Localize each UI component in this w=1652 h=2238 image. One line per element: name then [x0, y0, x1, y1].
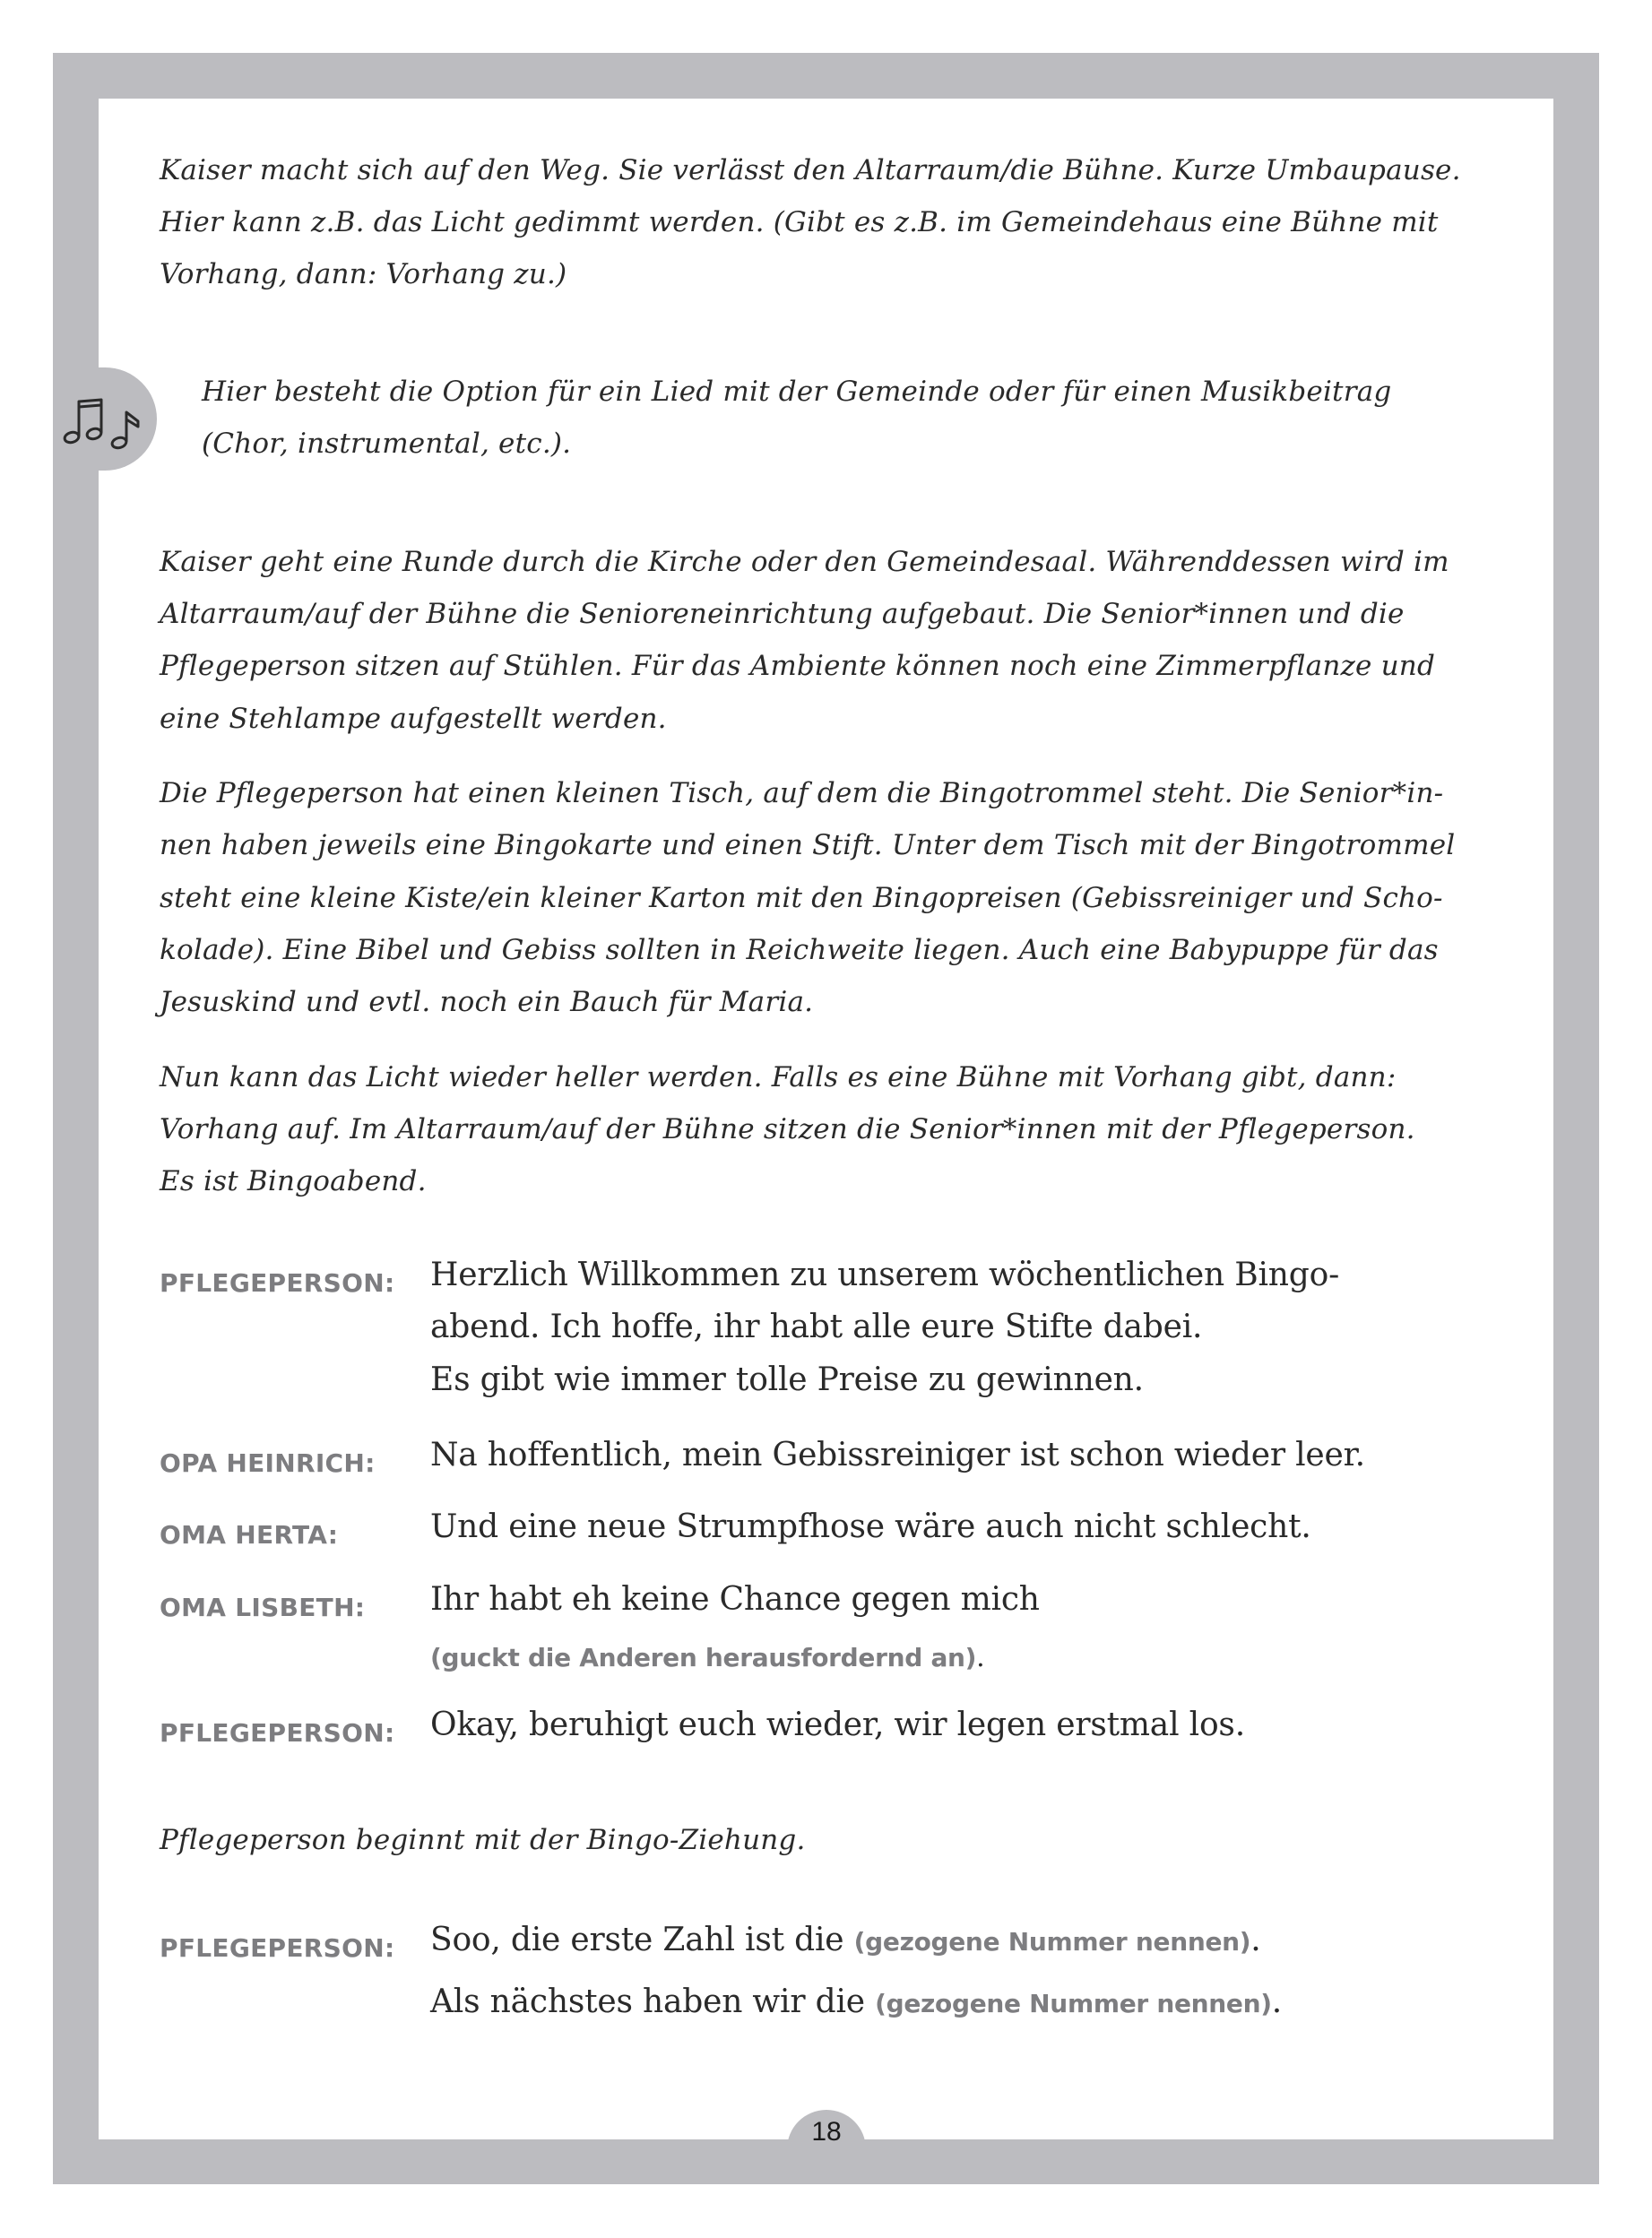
text-line: Pflegeperson sitzen auf Stühlen. Für das Ambiente können noch eine Zimmerpflanze und	[160, 650, 1436, 682]
direction-end: .	[1250, 1922, 1261, 1958]
dialogue-text: Soo, die erste Zahl ist die	[430, 1922, 854, 1958]
text-line: Nun kann das Licht wieder heller werden. Falls es eine Bühne mit Vorhang gibt, dann:	[160, 1061, 1397, 1093]
text-line: Vorhang, dann: Vorhang zu.)	[160, 258, 567, 290]
speaker-label: PFLEGEPERSON:	[160, 1718, 395, 1748]
stage-direction-inline	[430, 1642, 985, 1673]
dialogue-line: Und eine neue Strumpfhose wäre auch nicht schlecht.	[430, 1508, 1311, 1545]
speaker-label: OPA HEINRICH:	[160, 1448, 376, 1478]
dialogue-line: Okay, beruhigt euch wieder, wir legen erstmal los.	[430, 1707, 1245, 1743]
music-notes-icon	[61, 391, 147, 455]
text-line: Die Pflegeperson hat einen kleinen Tisch, auf dem die Bingotrommel steht. Die Senior*in-	[160, 777, 1444, 809]
text-line: Vorhang auf. Im Altarraum/auf der Bühne sitzen die Senior*innen mit der Pflegeperson.	[160, 1113, 1415, 1145]
text-line: kolade). Eine Bibel und Gebiss sollten in Reichweite liegen. Auch eine Babypuppe für das	[160, 934, 1439, 966]
text-line: nen haben jeweils eine Bingokarte und einen Stift. Unter dem Tisch mit der Bingotrommel	[160, 829, 1456, 861]
speaker-label: OMA HERTA:	[160, 1520, 339, 1550]
dialogue-line	[430, 1922, 1261, 1958]
text-line: Hier kann z.B. das Licht gedimmt werden. (Gibt es z.B. im Gemeindehaus eine Bühne mit	[160, 206, 1439, 238]
text-line: eine Stehlampe aufgestellt werden.	[160, 703, 667, 735]
text-line: steht eine kleine Kiste/ein kleiner Karton mit den Bingopreisen (Gebissreiniger und Scho-	[160, 882, 1443, 914]
direction-end: .	[1271, 1983, 1283, 2020]
speaker-label: OMA LISBETH:	[160, 1593, 366, 1622]
text-line: Altarraum/auf der Bühne die Senioreneinrichtung aufgebaut. Die Senior*innen und die	[160, 598, 1405, 630]
text-line: Jesuskind und evtl. noch ein Bauch für Maria.	[160, 986, 814, 1018]
dialogue-text: Als nächstes haben wir die	[430, 1983, 876, 2020]
direction-text: (gezogene Nummer nennen)	[853, 1927, 1251, 1957]
stage-direction: Pflegeperson beginnt mit der Bingo-Ziehung.	[160, 1824, 806, 1856]
direction-text: (gezogene Nummer nennen)	[875, 1989, 1272, 2018]
dialogue-line: Na hoffentlich, mein Gebissreiniger ist schon wieder leer.	[430, 1437, 1365, 1473]
dialogue-line: Es gibt wie immer tolle Preise zu gewinnen.	[430, 1361, 1144, 1398]
dialogue-line: Herzlich Willkommen zu unserem wöchentlichen Bingo-	[430, 1257, 1340, 1293]
speaker-label: PFLEGEPERSON:	[160, 1268, 395, 1298]
text-line: (Chor, instrumental, etc.).	[202, 428, 572, 460]
text-line: Kaiser geht eine Runde durch die Kirche oder den Gemeindesaal. Währenddessen wird im	[160, 546, 1449, 578]
direction-end: .	[976, 1642, 985, 1673]
text-line: Hier besteht die Option für ein Lied mit der Gemeinde oder für einen Musikbeitrag	[202, 376, 1392, 408]
dialogue-line	[430, 1983, 1282, 2020]
direction-text: (guckt die Anderen herausfordernd an)	[430, 1643, 977, 1672]
dialogue-line: Ihr habt eh keine Chance gegen mich	[430, 1581, 1040, 1618]
dialogue-line: abend. Ich hoffe, ihr habt alle eure Stifte dabei.	[430, 1309, 1203, 1345]
text-line: Kaiser macht sich auf den Weg. Sie verlässt den Altarraum/die Bühne. Kurze Umbaupause.	[160, 154, 1461, 186]
speaker-label: PFLEGEPERSON:	[160, 1933, 395, 1963]
page-number: 18	[811, 2117, 842, 2147]
text-line: Es ist Bingoabend.	[160, 1165, 427, 1197]
